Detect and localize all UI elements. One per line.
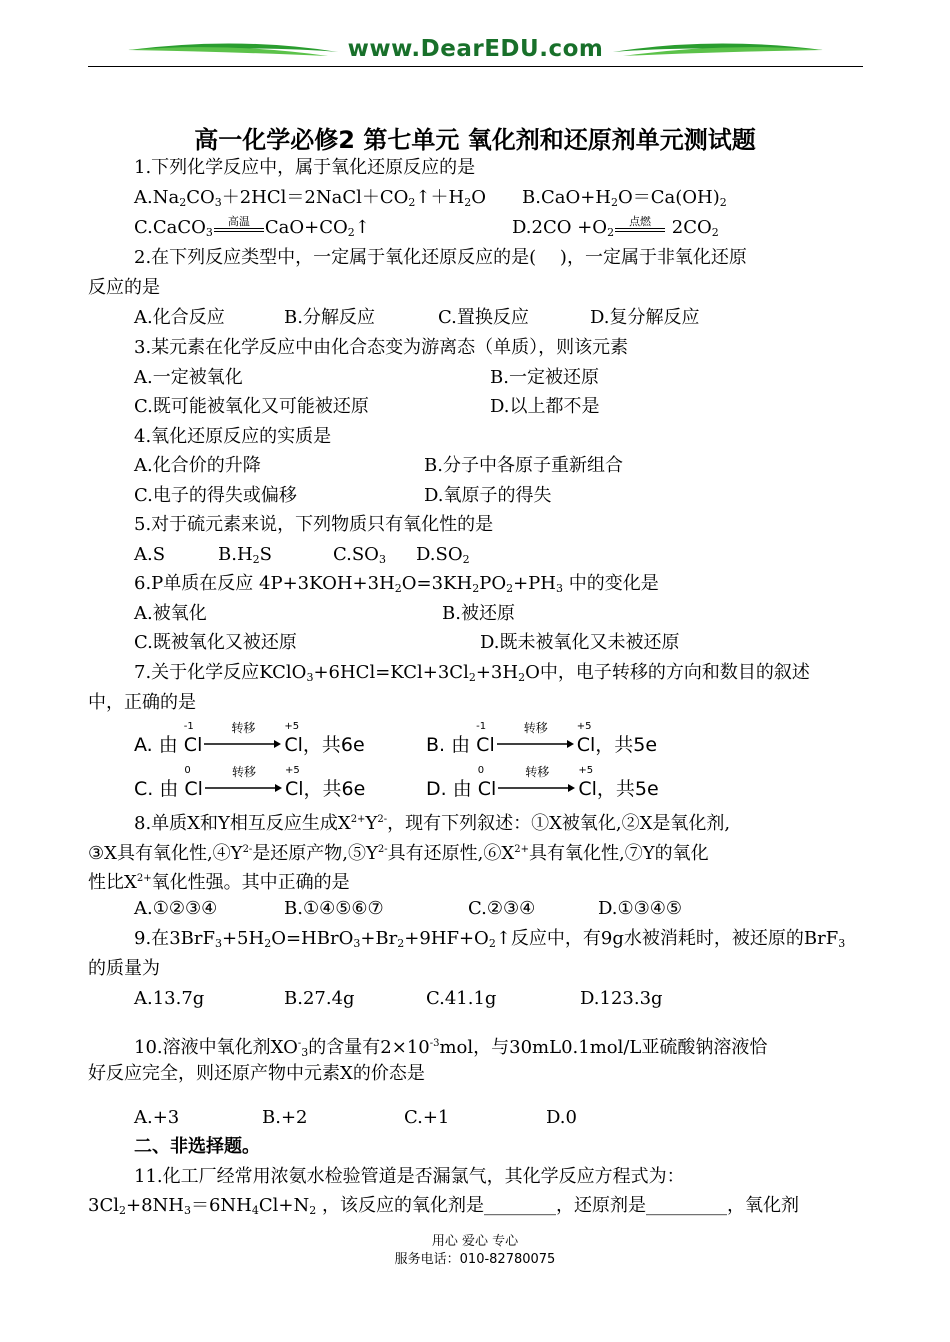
q4-option-a: A.化合价的升降 xyxy=(134,455,261,476)
q5-option-b: $B.H_2S$ xyxy=(218,544,272,566)
section-heading: 二、非选择题。 xyxy=(134,1136,260,1157)
q2-stem-line1: 2.在下列反应类型中，一定属于氧化还原反应的是( )，一定属于非氧化还原 xyxy=(134,247,747,268)
q5-option-d: $D.SO_2$ xyxy=(416,544,470,566)
q6-option-c: C.既被氧化又被还原 xyxy=(134,632,297,653)
page-title: 高一化学必修2 第七单元 氧化剂和还原剂单元测试题 xyxy=(194,126,756,154)
q5-option-a: A.S xyxy=(134,544,166,565)
footer-phone: 服务电话：010-82780075 xyxy=(394,1252,556,1267)
q9-option-a: A.13.7g xyxy=(134,988,205,1009)
q9-option-b: B.27.4g xyxy=(284,988,355,1009)
q5-stem: 5.对于硫元素来说，下列物质只有氧化性的是 xyxy=(134,514,494,535)
site-header xyxy=(88,30,863,75)
q4-option-c: C.电子的得失或偏移 xyxy=(134,485,297,506)
q8-option-d: D.①③④⑤ xyxy=(598,898,683,919)
transfer-arrow-icon xyxy=(204,739,282,749)
transfer-arrow-icon xyxy=(497,739,575,749)
q7-option-d: D. 由 Cl 0 转移 Cl +5 ，共5e xyxy=(426,765,659,800)
q1-option-c: C.CaCO$_3$高温 $CaO+CO_2↑$ xyxy=(134,215,370,239)
q1-option-b: $B.CaO+H_2O=Ca(OH)_2$ xyxy=(522,187,727,209)
q1-option-a: $A.Na_2CO_3+2HCl=2NaCl+CO_2↑+H_2O$ xyxy=(134,187,486,209)
q3-option-a: A.一定被氧化 xyxy=(134,367,243,388)
q11-line2: $3Cl_2+8NH_3=6NH_4Cl+N_2$ ，该反应的氧化剂是________，还原剂是_________，氧化剂 xyxy=(88,1195,799,1217)
q3-option-d: D.以上都不是 xyxy=(490,396,600,417)
q9-line1: 9.在$3BrF_3+5H_2O=HBrO_3+Br_2+9HF+O_2↑$反应中，有9g水被消耗时，被还原的BrF$_3$ xyxy=(134,928,846,950)
footer-slogan: 用心 爱心 专心 xyxy=(431,1234,519,1249)
q8-line3: 性比$X^{2+}$氧化性强。其中正确的是 xyxy=(88,872,350,893)
q6-option-b: B.被还原 xyxy=(442,603,515,624)
q10-line2: 好反应完全，则还原产物中元素X的价态是 xyxy=(88,1063,425,1084)
q2-option-b: B.分解反应 xyxy=(284,307,375,328)
q1-option-d: $D.2CO +O_2$点燃 $2CO_2$ xyxy=(512,215,719,239)
site-name: www.DearEDU.com xyxy=(347,36,604,62)
q6-stem: 6.P单质在反应 $4P+3KOH+3H_2O=3KH_2PO_2+PH_3$ 中的变化是 xyxy=(134,573,659,595)
q5-option-c: $C.SO_3$ xyxy=(333,544,386,566)
q9-line2: 的质量为 xyxy=(88,958,160,979)
condition-high-temperature: 高温 xyxy=(214,216,264,232)
q2-option-c: C.置换反应 xyxy=(438,307,529,328)
q2-option-d: D.复分解反应 xyxy=(590,307,700,328)
q7-stem-line1: 7.关于化学反应$KClO_3+6HCl=KCl+3Cl_2+3H_2O$中，电子转移的方向和数目的叙述 xyxy=(134,662,810,684)
q4-stem: 4.氧化还原反应的实质是 xyxy=(134,426,332,447)
q6-option-d: D.既未被氧化又未被还原 xyxy=(480,632,680,653)
q8-option-a: A.①②③④ xyxy=(134,898,218,919)
q11-line1: 11.化工厂经常用浓氨水检验管道是否漏氯气，其化学反应方程式为： xyxy=(134,1166,685,1187)
transfer-arrow-icon xyxy=(498,783,576,793)
q8-option-c: C.②③④ xyxy=(468,898,536,919)
q3-option-c: C.既可能被氧化又可能被还原 xyxy=(134,396,369,417)
q3-stem: 3.某元素在化学反应中由化合态变为游离态（单质），则该元素 xyxy=(134,337,629,358)
header-rule xyxy=(88,66,863,67)
q7-option-a: A. 由 Cl -1 转移 Cl +5 ，共6e xyxy=(134,721,365,756)
q10-option-c: C.+1 xyxy=(404,1107,450,1128)
q10-line1: 10.溶液中氧化剂$XO^-_3$的含量有$2\times 10^{-3}mol$，与30mL0.1mol/L亚硫酸钠溶液恰 xyxy=(134,1037,768,1059)
q9-option-d: D.123.3g xyxy=(580,988,663,1009)
q10-option-a: A.+3 xyxy=(134,1107,180,1128)
q10-option-d: D.0 xyxy=(546,1107,577,1128)
q7-option-b: B. 由 Cl -1 转移 Cl +5 ，共5e xyxy=(426,721,658,756)
q8-line2: ③X具有氧化性$,④Y^{2-}$是还原产物$,⑤Y^{2-}$具有还原性$,⑥X^{2+}$具有氧化性,⑦Y的氧化 xyxy=(88,843,709,864)
q8-line1: 8.单质X和Y相互反应生成$X^{2+}Y^{2-}$，现有下列叙述：①X被氧化,②X是氧化剂, xyxy=(134,813,731,834)
q3-option-b: B.一定被还原 xyxy=(490,367,599,388)
q9-option-c: C.41.1g xyxy=(426,988,497,1009)
transfer-arrow-icon xyxy=(205,783,283,793)
q8-option-b: B.①④⑤⑥⑦ xyxy=(284,898,384,919)
q10-option-b: B.+2 xyxy=(262,1107,308,1128)
q4-option-d: D.氧原子的得失 xyxy=(424,485,552,506)
q2-stem-line2: 反应的是 xyxy=(88,277,160,298)
q7-option-c: C. 由 Cl 0 转移 Cl +5 ，共6e xyxy=(134,765,366,800)
q7-stem-line2: 中，正确的是 xyxy=(88,692,196,713)
q2-option-a: A.化合反应 xyxy=(134,307,225,328)
q6-option-a: A.被氧化 xyxy=(134,603,207,624)
q4-option-b: B.分子中各原子重新组合 xyxy=(424,455,623,476)
condition-ignition: 点燃 xyxy=(615,216,665,232)
q1-stem: 1.下列化学反应中，属于氧化还原反应的是 xyxy=(134,157,476,178)
